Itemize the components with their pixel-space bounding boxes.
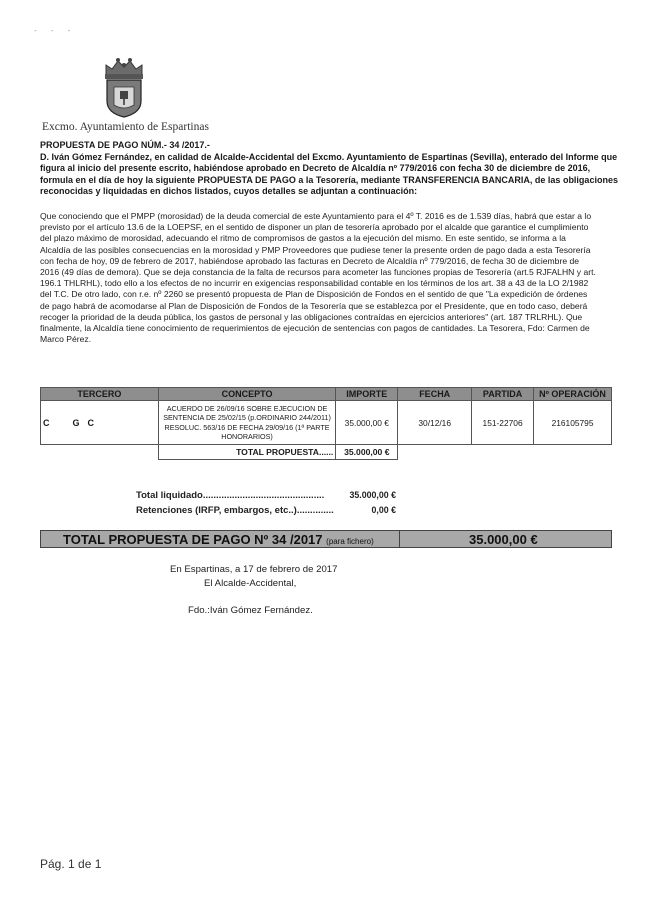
heading-line: figura al inicio del presente escrito, habiéndose aprobado en Decreto de Alcaldía nº 779/2016 con fecha 30 de diciembre de 2016, — [40, 163, 591, 173]
paragraph-line: con fecha de hoy, 09 de febrero de 2017, habiéndose aprobado las facturas en Decreto de Alcaldía nº 779/2016, de fecha 30 de diciembre de — [40, 255, 580, 266]
concepto-line: RESOLUC. 563/16 DE FECHA 29/09/16 (1ª PARTE — [164, 422, 330, 432]
proposal-number: PROPUESTA DE PAGO NÚM.- 34 /2017.- — [40, 140, 210, 150]
scan-marks: - - - — [34, 26, 77, 35]
fecha-cell: 30/12/16 — [398, 401, 472, 445]
paragraph-line: previsto por el artículo 13.6 de la LOEPSF, en el sentido de disponer un plan de tesorería aprobado por el alcalde que garantice el cumplimiento — [40, 222, 589, 233]
table-total-row — [41, 445, 612, 460]
heading-line: D. Iván Gómez Fernández, en calidad de Alcalde-Accidental del Excmo. Ayuntamiento de Espartinas (Sevilla), enterado del Informe que — [40, 151, 618, 162]
liquidado-row — [136, 490, 396, 505]
empty-cell — [534, 445, 612, 460]
column-header-concepto: CONCEPTO — [158, 388, 336, 401]
liquidado-value: 35.000,00 € — [349, 490, 396, 500]
payment-table — [40, 387, 612, 460]
concepto-line: SENTENCIA DE 25/02/15 (p.ORDINARIO 244/2011) — [163, 413, 331, 423]
heading-line: formula en el día de hoy la siguiente PROPUESTA DE PAGO a la Tesorería, mediante TRANSFERENCIA BANCARIA, de las obligaciones — [40, 174, 618, 185]
column-header-importe: IMPORTE — [336, 388, 398, 401]
column-header-partida: PARTIDA — [472, 388, 534, 401]
liquidado-label: Total liquidado.............................................. — [136, 490, 325, 501]
paragraph-line: Que conociendo que el PMPP (morosidad) de la deuda comercial de este Ayuntamiento para el 4º T. 2016 es de 1.539 días, habrá que estar a lo — [40, 211, 592, 221]
settlement-summary — [136, 490, 396, 520]
column-header-tercero: TERCERO — [41, 388, 159, 401]
concepto-cell — [158, 401, 336, 445]
operacion-cell: 216105795 — [534, 401, 612, 445]
tercero-cell — [41, 401, 159, 445]
signer-role: El Alcalde-Accidental, — [204, 578, 297, 589]
empty-cell — [41, 445, 159, 460]
tercero-initial: G — [72, 417, 81, 428]
paragraph-line: recoger la prioridad de la deuda pública, los gastos de personal y las obligaciones contraídas en ejercicios anteriores" (art. 187 TRLRHL). Que — [40, 311, 583, 322]
paragraph-line: del T.C. De otro lado, con r.e. nº 2260 se presentó propuesta de Plan de Disposición de Fondos en el sentido de que "La expedición de órdenes — [40, 289, 588, 300]
total-label: TOTAL PROPUESTA...... — [158, 445, 336, 460]
total-payment-note: (para fichero) — [326, 537, 374, 546]
table-row — [41, 401, 612, 445]
tercero-initial: C — [87, 417, 96, 428]
place-date: En Espartinas, a 17 de febrero de 2017 — [170, 564, 338, 575]
bar-divider — [399, 531, 400, 547]
council-name: Excmo. Ayuntamiento de Espartinas — [42, 121, 209, 133]
proposal-heading — [40, 140, 618, 198]
table-header-row — [41, 388, 612, 401]
importe-cell: 35.000,00 € — [336, 401, 398, 445]
total-payment-amount: 35.000,00 € — [469, 532, 538, 547]
paragraph-line: de pago habrá de acomodarse al Plan de Disposición de Fondos de la Tesorería que se establezca por el Presidente, que en todo caso, deberá — [40, 300, 588, 311]
total-payment-label — [63, 532, 374, 547]
coat-of-arms-logo — [98, 55, 150, 119]
heading-line: reconocidas y liquidadas en dichos listados, cuyos detalles se adjuntan a continuación: — [40, 186, 418, 196]
concepto-line: ACUERDO DE 26/09/16 SOBRE EJECUCION DE — [166, 403, 328, 413]
total-payment-title: TOTAL PROPUESTA DE PAGO Nº 34 /2017 — [63, 532, 323, 547]
paragraph-line: finalmente, la Alcaldía tiene conocimiento de requerimientos de ejecución de sentencias con pagos de cantidades. La Tesorera, Fdo: Carmen de — [40, 323, 590, 334]
concepto-line: HONORARIOS) — [221, 431, 273, 441]
empty-cell — [472, 445, 534, 460]
page-number: Pág. 1 de 1 — [40, 857, 102, 871]
partida-cell: 151-22706 — [472, 401, 534, 445]
retenciones-row — [136, 505, 396, 520]
paragraph-line: 2016 (49 días de demora). Que se deja constancia de la falta de recursos para acometer las funciones propias de Tesorería (art.5 RJFALHN y art. — [40, 267, 596, 278]
tercero-initial: C — [43, 417, 51, 428]
retenciones-label: Retenciones (IRFP, embargos, etc..).............. — [136, 505, 334, 516]
paragraph-line: del plazo máximo de morosidad, adecuando el ritmo de compromisos de gastos a la ejecución del mismo. En este sentido, se informa a la — [40, 233, 566, 244]
total-payment-bar — [40, 530, 612, 548]
paragraph-line: Marco Pérez. — [40, 334, 92, 345]
retenciones-value: 0,00 € — [371, 505, 396, 515]
paragraph-line: Alcaldía de las posibles consecuencias en la morosidad y PMP Proveedores que pudiese tener la presente orden de pago dada a esta Tesorería — [40, 244, 591, 255]
paragraph-line: 196.1 THLRHL), todo ello a los efectos de no incurrir en exigencias responsabilidad contable en los términos de los art. 38 a 43 de la LO 2/1982 — [40, 278, 589, 289]
total-value: 35.000,00 € — [336, 445, 398, 460]
signed-by: Fdo.:Iván Gómez Fernández. — [188, 605, 313, 616]
column-header-fecha: FECHA — [398, 388, 472, 401]
report-paragraph — [40, 211, 612, 345]
empty-cell — [398, 445, 472, 460]
column-header-operacion: Nº OPERACIÓN — [534, 388, 612, 401]
